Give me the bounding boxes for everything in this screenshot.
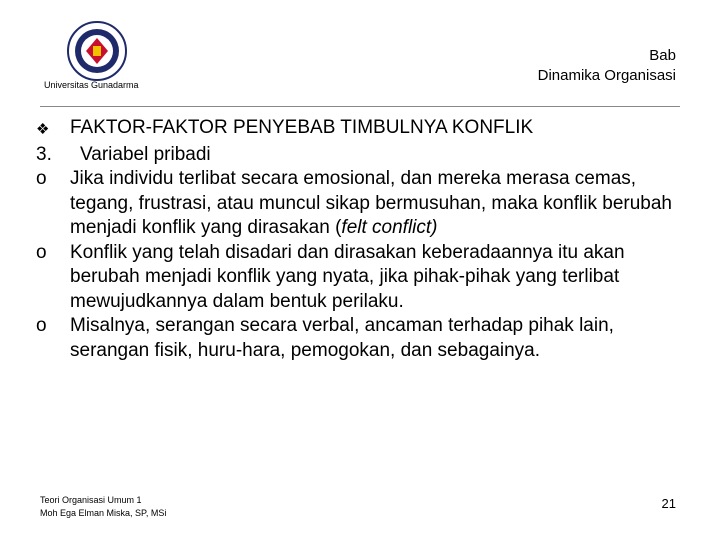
- chapter-title: [538, 46, 676, 86]
- university-name: Universitas Gunadarma: [44, 80, 139, 90]
- page-number: 21: [661, 496, 676, 511]
- item-number: 3.: [36, 143, 52, 165]
- university-logo: [66, 20, 128, 82]
- chapter-name: Dinamika Organisasi: [537, 67, 676, 84]
- item-title: Variabel pribadi: [80, 143, 211, 165]
- list-item-text: Misalnya, serangan secara verbal, ancaman terhadap pihak lain, serangan fisik, huru-hara, pemogokan, dan sebagainya.: [70, 315, 614, 361]
- chapter-label: Bab: [649, 47, 676, 64]
- author-name: Moh Ega Elman Miska, SP, MSi: [40, 508, 167, 518]
- university-seal-icon: [66, 20, 128, 82]
- circle-bullet-icon: o: [36, 315, 47, 336]
- slide-body: [36, 116, 696, 363]
- numbered-item: [36, 143, 696, 168]
- section-heading: [36, 116, 696, 143]
- list-item-text-main: Jika individu terlibat secara emosional, dan mereka merasa cemas, tegang, frustrasi, atau muncul sikap bermusuhan, maka konflik berubah menjadi konflik yang dirasakan (: [70, 168, 672, 238]
- course-name: Teori Organisasi Umum 1: [40, 495, 142, 505]
- list-item: [36, 167, 696, 241]
- list-item: [36, 314, 696, 363]
- footer-credits: [40, 494, 166, 520]
- list-item-text: Konflik yang telah disadari dan dirasakan keberadaannya itu akan berubah menjadi konflik yang nyata, jika pihak-pihak yang terlibat mewujudkannya dalam bentuk perilaku.: [70, 241, 625, 312]
- list-item-text: [70, 167, 696, 241]
- diamond-bullet-icon: ❖: [36, 121, 50, 138]
- circle-bullet-icon: o: [36, 168, 47, 189]
- header-divider: [40, 106, 680, 107]
- list-item: [36, 241, 696, 315]
- heading-text: FAKTOR-FAKTOR PENYEBAB TIMBULNYA KONFLIK: [70, 117, 534, 138]
- list-item-text-italic: felt conflict): [341, 217, 438, 238]
- circle-bullet-icon: o: [36, 241, 47, 263]
